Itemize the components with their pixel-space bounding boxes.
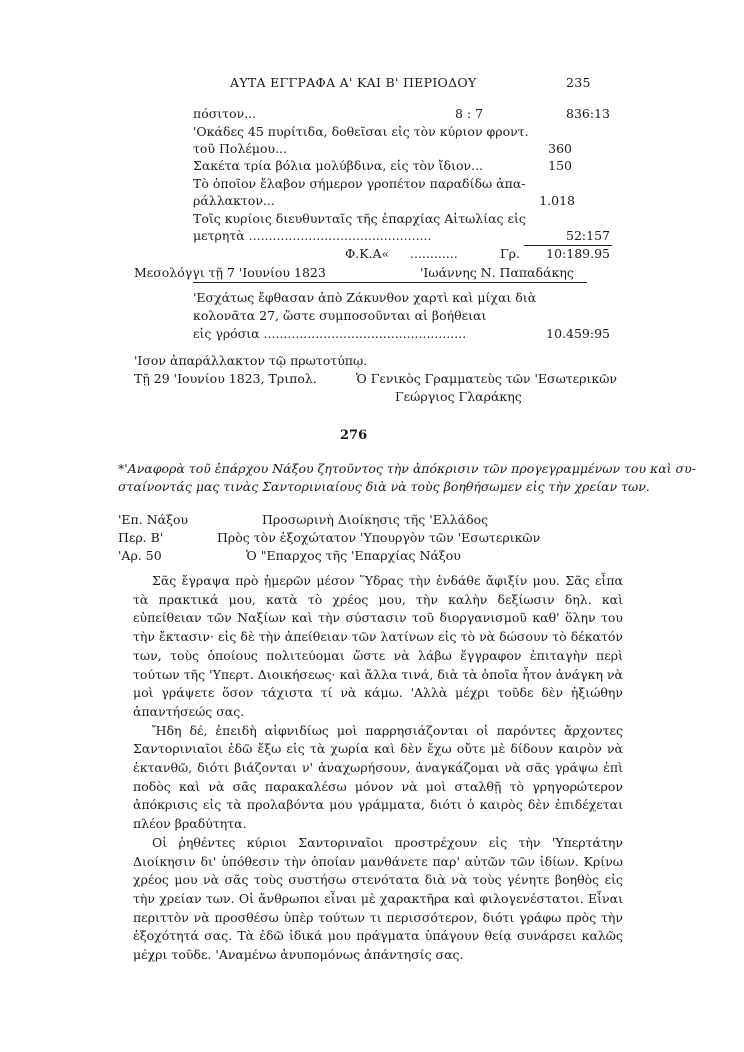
summary-line: *'Αναφορὰ τοῦ ἐπάρχου Νάξου ζητοῦντος τὴν ἀπόκρισιν τῶν προγεγραμμένων του καὶ συ-	[118, 461, 696, 476]
signoff-name: 'Ιωάννης Ν. Παπαδάκης	[420, 265, 574, 280]
addressing-right: Ὁ "Επαρχος τῆς 'Επαρχίας Νάξου	[246, 548, 461, 563]
ledger-line-amount: 150	[548, 158, 572, 173]
section-rule	[193, 282, 587, 283]
signoff-place-date: Μεσολόγγι τῇ 7 'Ιουνίου 1823	[134, 265, 326, 280]
ledger-line-amount: 360	[548, 141, 572, 156]
addressing-left: 'Επ. Νάξου	[118, 512, 189, 527]
ledger-line-text: πόσιτον...	[193, 106, 257, 121]
addressing-left: Περ. Β'	[118, 530, 164, 545]
total-label: Φ.Κ.Α«	[345, 246, 390, 261]
addendum-line: εἰς γρόσια ...................................................	[193, 326, 467, 341]
page-number: 235	[566, 75, 591, 90]
ledger-line-text: 'Οκάδες 45 πυρίτιδα, δοθεῖσαι εἰς τὸν κύριον φροντ.	[193, 124, 529, 139]
certification-line: 'Ισον ἀπαράλλακτον τῷ πρωτοτύπῳ.	[134, 353, 368, 368]
total-amount: 10:189.95	[546, 246, 610, 261]
ledger-line-ratio: 8 : 7	[455, 106, 484, 121]
ledger-line-text: Τοῖς κυρίοις διευθυνταῖς τῆς ἐπαρχίας Αἰτωλίας εἰς	[193, 211, 526, 226]
ledger-line-amount: 836:13	[566, 106, 610, 121]
ledger-line-text: Τὸ ὁποῖον ἔλαβον σήμερον γροπέτον παραδίδω ἀπα-	[193, 176, 526, 191]
addressing-left: 'Αρ. 50	[118, 548, 162, 563]
letter-body	[133, 572, 623, 965]
addendum-line: κολονᾶτα 27, ὥστε συμποσοῦνται αἱ βοήθειαι	[193, 308, 487, 323]
ledger-line-text: Σακέτα τρία βόλια μολύβδινα, εἰς τὸν ἴδιον...	[193, 158, 484, 173]
ledger-line-text: ράλλακτον...	[193, 193, 275, 208]
certification-date: Τῇ 29 'Ιουνίου 1823, Τριπολ.	[134, 371, 317, 386]
addendum-amount: 10.459:95	[546, 326, 610, 341]
summary-line: σταίνοντάς μας τινὰς Σαντορινιαίους διὰ νὰ τοὺς βοηθήσωμεν εἰς τὴν χρείαν των.	[118, 479, 650, 494]
body-paragraph: Σᾶς ἔγραψα πρὸ ἡμερῶν μέσον Ὕδρας τὴν ἐνδάθε ἄφιξίν μου. Σᾶς εἶπα τὰ πρακτικά μου, κατὰ τὸ χρέος μου, τὴν καλὴν δεξίωσιν δηλ. καὶ εὐπείθειαν τῶν Ναξίων καὶ τὴν σύστασιν τοῦ διοργανισμοῦ καθ' ὅλην του τὴν ἔκτασιν· εἰς δὲ τὴν ἀπείθειαν τῶν λατίνων εἰς τὸ νὰ δώσουν τὸ δέκατόν των, τοὺς ὁποίους πολιτεύομαι ὥστε νὰ λάβω ἔγγραφον ἐπιταγὴν περὶ τούτων τῆς 'Υπερτ. Διοικήσεως· καὶ ἄλλα τινά, διὰ τὰ ὁποῖα ἦτον ἀνάγκη νὰ μοὶ γράψετε ὅσον τάχιστα τί νὰ κάμω. 'Αλλὰ μέχρι τοῦδε δὲν ἠξιώθην ἀπαντήσεώς σας.	[133, 573, 623, 719]
signer-title: Ὁ Γενικὸς Γραμματεὺς τῶν 'Εσωτερικῶν	[356, 371, 618, 386]
document-number: 276	[340, 428, 368, 443]
ledger-line-text: τοῦ Πολέμου...	[193, 141, 288, 156]
addressing-right: Προσωρινὴ Διοίκησις τῆς 'Ελλάδος	[262, 512, 489, 527]
body-paragraph: Ἤδη δέ, ἐπειδὴ αἰφνιδίως μοὶ παρρησιάζονται οἱ παρόντες ἄρχοντες Σαντορινιαῖοι ἐδῶ ἔξω εἰς τὰ χωρία καὶ δὲν ἔχω οὔτε μὲ δίδουν καιρὸν νὰ ἐκτανθῶ, διότι βιάζονται ν' ἀναχωρήσουν, ἀναγκάζομαι νὰ σᾶς γράψω ἐπὶ ποδὸς καὶ νὰ σᾶς παρακαλέσω μόνον νὰ μοὶ σταλθῇ τὸ γρηγορώτερον ἀπόκρισις εἰς τὰ προλαβόντα μου γράμματα, διότι ὁ καιρὸς δὲν ἐπιδέχεται πλέον βραδύτητα.	[133, 722, 623, 832]
running-header-title: ΑΥΤΑ ΕΓΓΡΑΦΑ Α' ΚΑΙ Β' ΠΕΡΙΟΔΟΥ	[230, 75, 477, 90]
addressing-right: Πρὸς τὸν ἐξοχώτατον 'Υπουργὸν τῶν 'Εσωτερικῶν	[217, 530, 541, 545]
total-currency: Γρ.	[500, 246, 520, 261]
addendum-line: 'Εσχάτως ἔφθασαν ἀπὸ Ζάκυνθον χαρτὶ καὶ μίχαι διὰ	[193, 290, 537, 305]
body-paragraph: Οἱ ῥηθέντες κύριοι Σαντοριναῖοι προστρέχουν εἰς τὴν 'Υπερτάτην Διοίκησιν δι' ὑπόθεσιν τὴν ὁποίαν μανθάνετε παρ' αὐτῶν τῶν ἰδίων. Κρίνω χρέος μου νὰ σᾶς τοὺς συστήσω στενότατα διὰ νὰ τοὺς γένητε βοηθὸς εἰς τὴν χρείαν των. Οἱ ἄνθρωποι εἶναι μὲ χαρακτῆρα καὶ φιλογενέστατοι. Εἶναι περιττὸν νὰ προσθέσω ὑπὲρ τούτων τι περισσότερον, διότι γράφω πρὸς τὴν ἐξοχότητά σας. Τὰ ἐδῶ ἰδικά μου πράγματα ὑπάγουν θείᾳ συνάρσει καλῶς μέχρι τοῦδε. 'Αναμένω ἀνυπομόνως ἀπάντησίς σας.	[133, 834, 623, 963]
ledger-line-amount: 1.018	[539, 193, 575, 208]
signer-name: Γεώργιος Γλαράκης	[395, 389, 522, 404]
ledger-line-amount: 52:157	[566, 228, 610, 243]
ledger-line-text: μετρητὰ ..............................................	[193, 228, 432, 243]
total-dots: ............	[410, 246, 458, 261]
